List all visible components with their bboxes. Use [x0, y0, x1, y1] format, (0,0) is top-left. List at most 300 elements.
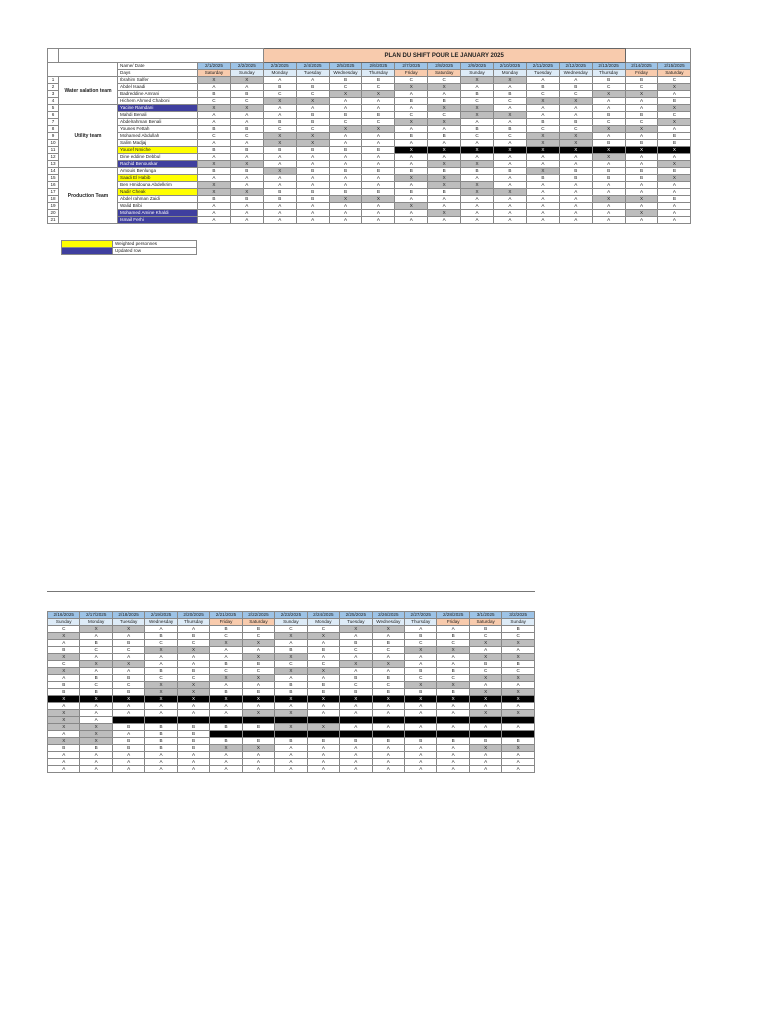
- shift-cell: X: [80, 738, 112, 745]
- shift-cell: A: [177, 766, 209, 773]
- shift-cell: X: [372, 696, 404, 703]
- date-cell: 2/3/2025: [263, 63, 296, 70]
- shift-cell: A: [145, 703, 177, 710]
- shift-cell: B: [469, 738, 501, 745]
- shift-cell: A: [658, 154, 691, 161]
- shift-cell: A: [395, 182, 428, 189]
- shift-cell: B: [275, 647, 307, 654]
- employee-name: Younes Fettah: [118, 126, 198, 133]
- shift-cell: A: [329, 140, 362, 147]
- shift-cell: C: [405, 675, 437, 682]
- shift-cell: X: [80, 626, 112, 633]
- shift-cell: A: [112, 654, 144, 661]
- date-cell: 2/5/2025: [329, 63, 362, 70]
- shift-cell: A: [362, 98, 395, 105]
- shift-cell: B: [307, 682, 339, 689]
- shift-cell: A: [625, 98, 658, 105]
- shift-cell: B: [263, 189, 296, 196]
- employee-name: Walid Bribi: [118, 203, 198, 210]
- shift-cell: A: [177, 710, 209, 717]
- shift-cell: C: [340, 682, 372, 689]
- shift-cell: X: [80, 724, 112, 731]
- shift-cell: A: [526, 217, 559, 224]
- shift-cell: X: [340, 626, 372, 633]
- shift-cell: A: [329, 217, 362, 224]
- day-cell: Friday: [210, 619, 242, 626]
- shift-cell: A: [469, 703, 501, 710]
- shift-cell: B: [592, 140, 625, 147]
- shift-cell: B: [437, 738, 469, 745]
- shift-cell: A: [502, 759, 535, 766]
- employee-name: Salim Madjaj: [118, 140, 198, 147]
- shift-cell: A: [263, 217, 296, 224]
- shift-cell: C: [296, 91, 329, 98]
- shift-cell: B: [198, 147, 231, 154]
- employee-name: Mohamed Amine Khaldi: [118, 210, 198, 217]
- shift-cell: A: [494, 154, 527, 161]
- shift-cell: C: [145, 640, 177, 647]
- row-number: 5: [48, 105, 59, 112]
- shift-cell: X: [296, 98, 329, 105]
- shift-cell: A: [469, 766, 501, 773]
- shift-cell: C: [461, 133, 494, 140]
- legend-label: Weighted personnes: [113, 241, 197, 248]
- shift-cell: A: [559, 112, 592, 119]
- date-cell: 2/8/2025: [428, 63, 461, 70]
- shift-cell: B: [494, 168, 527, 175]
- row-number: 16: [48, 182, 59, 189]
- shift-cell: [469, 717, 501, 724]
- shift-cell: X: [526, 168, 559, 175]
- shift-cell: X: [230, 161, 263, 168]
- shift-cell: C: [502, 668, 535, 675]
- shift-cell: X: [210, 640, 242, 647]
- date-cell: 2/9/2025: [461, 63, 494, 70]
- shift-cell: X: [307, 633, 339, 640]
- shift-cell: A: [405, 661, 437, 668]
- shift-cell: C: [307, 661, 339, 668]
- shift-cell: X: [112, 661, 144, 668]
- shift-cell: A: [494, 203, 527, 210]
- shift-cell: B: [80, 640, 112, 647]
- shift-cell: C: [372, 647, 404, 654]
- shift-cell: A: [526, 189, 559, 196]
- shift-cell: A: [559, 161, 592, 168]
- shift-cell: B: [210, 626, 242, 633]
- shift-cell: A: [263, 203, 296, 210]
- shift-cell: A: [461, 175, 494, 182]
- shift-cell: [372, 731, 404, 738]
- shift-cell: B: [112, 738, 144, 745]
- shift-table-feb: [47, 48, 691, 224]
- shift-cell: A: [461, 154, 494, 161]
- shift-cell: A: [405, 766, 437, 773]
- shift-cell: X: [502, 710, 535, 717]
- shift-cell: B: [210, 724, 242, 731]
- shift-cell: A: [112, 703, 144, 710]
- shift-cell: C: [242, 633, 274, 640]
- shift-cell: X: [242, 696, 274, 703]
- shift-cell: A: [307, 759, 339, 766]
- shift-cell: A: [461, 203, 494, 210]
- shift-cell: A: [329, 210, 362, 217]
- shift-cell: X: [329, 196, 362, 203]
- shift-cell: X: [559, 147, 592, 154]
- table-row: [48, 668, 535, 675]
- row-number: 17: [48, 189, 59, 196]
- legend-swatch: [62, 241, 113, 248]
- day-cell: Saturday: [658, 70, 691, 77]
- shift-cell: C: [230, 133, 263, 140]
- shift-cell: A: [494, 119, 527, 126]
- shift-cell: B: [307, 738, 339, 745]
- shift-cell: B: [145, 633, 177, 640]
- date-cell: 2/25/2025: [340, 612, 372, 619]
- shift-cell: A: [80, 717, 112, 724]
- shift-cell: X: [625, 147, 658, 154]
- date-header-row: [48, 612, 535, 619]
- day-cell: Tuesday: [340, 619, 372, 626]
- shift-cell: C: [307, 626, 339, 633]
- shift-cell: A: [372, 752, 404, 759]
- date-cell: 2/28/2025: [437, 612, 469, 619]
- employee-name: Ismail Ferhi: [118, 217, 198, 224]
- shift-cell: B: [329, 189, 362, 196]
- shift-cell: A: [461, 210, 494, 217]
- shift-cell: X: [395, 84, 428, 91]
- shift-cell: X: [625, 210, 658, 217]
- shift-cell: X: [592, 154, 625, 161]
- shift-cell: A: [362, 154, 395, 161]
- shift-cell: [242, 717, 274, 724]
- row-number: 14: [48, 168, 59, 175]
- date-cell: 2/15/2025: [658, 63, 691, 70]
- employee-name: Dine eddine Debbul: [118, 154, 198, 161]
- shift-cell: A: [48, 703, 80, 710]
- day-cell: Monday: [307, 619, 339, 626]
- shift-cell: A: [428, 91, 461, 98]
- shift-cell: B: [395, 133, 428, 140]
- shift-cell: C: [242, 668, 274, 675]
- legend-table: [61, 240, 197, 255]
- shift-cell: C: [502, 633, 535, 640]
- shift-cell: X: [362, 91, 395, 98]
- table-row: [48, 210, 691, 217]
- shift-cell: X: [48, 668, 80, 675]
- shift-cell: A: [559, 105, 592, 112]
- shift-cell: X: [275, 724, 307, 731]
- day-cell: Friday: [395, 70, 428, 77]
- row-number: 10: [48, 140, 59, 147]
- table-row: [48, 640, 535, 647]
- table-row: [48, 105, 691, 112]
- shift-cell: B: [112, 724, 144, 731]
- shift-cell: X: [469, 696, 501, 703]
- shift-cell: A: [210, 682, 242, 689]
- shift-cell: X: [275, 710, 307, 717]
- shift-cell: B: [362, 168, 395, 175]
- shift-cell: C: [559, 91, 592, 98]
- shift-cell: C: [80, 647, 112, 654]
- table-row: [48, 154, 691, 161]
- shift-cell: A: [372, 710, 404, 717]
- shift-cell: A: [80, 633, 112, 640]
- shift-cell: B: [112, 745, 144, 752]
- shift-cell: X: [145, 696, 177, 703]
- shift-cell: C: [526, 91, 559, 98]
- shift-cell: [307, 717, 339, 724]
- shift-cell: X: [625, 91, 658, 98]
- shift-cell: A: [395, 126, 428, 133]
- shift-cell: A: [296, 217, 329, 224]
- day-cell: Monday: [80, 619, 112, 626]
- day-cell: Sunday: [502, 619, 535, 626]
- shift-cell: A: [559, 182, 592, 189]
- date-cell: 2/17/2025: [80, 612, 112, 619]
- employee-name: Yacine Ramdani: [118, 105, 198, 112]
- shift-cell: [275, 717, 307, 724]
- shift-cell: A: [437, 766, 469, 773]
- legend-swatch: [62, 248, 113, 255]
- shift-cell: X: [395, 203, 428, 210]
- shift-cell: A: [112, 633, 144, 640]
- legend-row: [62, 248, 197, 255]
- blank-cell: [625, 49, 691, 63]
- shift-cell: A: [461, 119, 494, 126]
- date-cell: 2/24/2025: [307, 612, 339, 619]
- shift-cell: A: [48, 752, 80, 759]
- shift-cell: A: [658, 189, 691, 196]
- shift-cell: A: [592, 189, 625, 196]
- shift-cell: [242, 731, 274, 738]
- date-cell: 2/16/2025: [48, 612, 80, 619]
- shift-table-continued: [47, 611, 535, 773]
- shift-cell: A: [526, 112, 559, 119]
- day-cell: Saturday: [428, 70, 461, 77]
- shift-cell: A: [340, 668, 372, 675]
- shift-cell: B: [372, 675, 404, 682]
- shift-cell: A: [329, 182, 362, 189]
- shift-cell: A: [592, 217, 625, 224]
- employee-name: Ibrahim Salfer: [118, 77, 198, 84]
- shift-cell: B: [329, 112, 362, 119]
- shift-cell: C: [658, 77, 691, 84]
- shift-cell: X: [405, 682, 437, 689]
- table-row: [48, 766, 535, 773]
- shift-cell: A: [340, 766, 372, 773]
- shift-cell: A: [437, 703, 469, 710]
- date-cell: 2/18/2025: [112, 612, 144, 619]
- shift-cell: A: [559, 189, 592, 196]
- shift-cell: B: [437, 689, 469, 696]
- table-row: [48, 626, 535, 633]
- shift-cell: A: [198, 140, 231, 147]
- shift-cell: X: [145, 689, 177, 696]
- shift-cell: B: [395, 189, 428, 196]
- shift-cell: A: [296, 182, 329, 189]
- shift-cell: C: [263, 126, 296, 133]
- shift-cell: A: [177, 626, 209, 633]
- date-cell: 2/22/2025: [242, 612, 274, 619]
- shift-cell: X: [437, 696, 469, 703]
- shift-cell: X: [242, 654, 274, 661]
- shift-cell: B: [395, 98, 428, 105]
- table-row: [48, 724, 535, 731]
- days-label: Days: [118, 70, 198, 77]
- shift-cell: B: [242, 724, 274, 731]
- shift-cell: X: [198, 105, 231, 112]
- shift-cell: C: [395, 77, 428, 84]
- shift-cell: X: [80, 696, 112, 703]
- shift-cell: B: [405, 689, 437, 696]
- row-number: 18: [48, 196, 59, 203]
- shift-cell: X: [461, 77, 494, 84]
- shift-cell: A: [428, 217, 461, 224]
- shift-cell: X: [263, 140, 296, 147]
- shift-cell: A: [494, 182, 527, 189]
- shift-cell: C: [494, 98, 527, 105]
- shift-cell: A: [405, 752, 437, 759]
- shift-cell: A: [340, 724, 372, 731]
- shift-cell: A: [592, 210, 625, 217]
- shift-cell: X: [275, 654, 307, 661]
- shift-cell: A: [80, 710, 112, 717]
- shift-cell: A: [395, 140, 428, 147]
- shift-cell: A: [275, 640, 307, 647]
- shift-cell: X: [502, 696, 535, 703]
- shift-cell: X: [494, 112, 527, 119]
- shift-cell: A: [145, 766, 177, 773]
- shift-cell: A: [230, 203, 263, 210]
- shift-cell: A: [198, 119, 231, 126]
- shift-cell: C: [362, 84, 395, 91]
- shift-cell: [145, 717, 177, 724]
- shift-cell: X: [372, 661, 404, 668]
- shift-cell: [405, 717, 437, 724]
- shift-cell: B: [526, 84, 559, 91]
- shift-cell: X: [502, 745, 535, 752]
- employee-name: Mohamed Abdullah: [118, 133, 198, 140]
- shift-cell: X: [48, 738, 80, 745]
- table-row: [48, 196, 691, 203]
- day-cell: Thursday: [405, 619, 437, 626]
- shift-cell: A: [592, 133, 625, 140]
- shift-cell: X: [177, 696, 209, 703]
- shift-cell: X: [469, 640, 501, 647]
- shift-cell: A: [145, 626, 177, 633]
- shift-cell: B: [210, 689, 242, 696]
- shift-cell: C: [296, 126, 329, 133]
- shift-cell: A: [405, 703, 437, 710]
- day-cell: Tuesday: [526, 70, 559, 77]
- shift-cell: A: [625, 189, 658, 196]
- shift-cell: X: [502, 654, 535, 661]
- shift-cell: A: [296, 105, 329, 112]
- shift-cell: X: [230, 189, 263, 196]
- employee-name: Abdel rahman Zaidi: [118, 196, 198, 203]
- shift-cell: [112, 717, 144, 724]
- table-row: [48, 738, 535, 745]
- shift-cell: B: [145, 745, 177, 752]
- day-cell: Saturday: [469, 619, 501, 626]
- shift-cell: A: [428, 203, 461, 210]
- shift-cell: A: [329, 154, 362, 161]
- table-row: [48, 112, 691, 119]
- row-number: 15: [48, 175, 59, 182]
- shift-cell: C: [437, 640, 469, 647]
- shift-cell: X: [242, 710, 274, 717]
- shift-cell: A: [210, 654, 242, 661]
- shift-cell: B: [658, 140, 691, 147]
- day-cell: Thursday: [592, 70, 625, 77]
- shift-cell: B: [177, 633, 209, 640]
- shift-cell: X: [362, 196, 395, 203]
- shift-cell: B: [296, 112, 329, 119]
- shift-cell: X: [210, 745, 242, 752]
- shift-cell: X: [372, 626, 404, 633]
- shift-cell: B: [145, 724, 177, 731]
- shift-cell: X: [461, 182, 494, 189]
- shift-cell: C: [428, 77, 461, 84]
- shift-cell: B: [658, 98, 691, 105]
- shift-cell: A: [329, 105, 362, 112]
- shift-cell: B: [372, 738, 404, 745]
- shift-cell: A: [469, 759, 501, 766]
- shift-cell: X: [625, 196, 658, 203]
- date-cell: 2/20/2025: [177, 612, 209, 619]
- shift-cell: A: [340, 710, 372, 717]
- date-cell: 2/6/2025: [362, 63, 395, 70]
- shift-cell: A: [461, 196, 494, 203]
- shift-cell: A: [395, 210, 428, 217]
- shift-cell: B: [307, 689, 339, 696]
- shift-cell: B: [296, 189, 329, 196]
- shift-cell: B: [362, 112, 395, 119]
- shift-cell: B: [198, 168, 231, 175]
- table-row: [48, 710, 535, 717]
- row-number: 20: [48, 210, 59, 217]
- shift-cell: C: [48, 661, 80, 668]
- shift-cell: B: [502, 626, 535, 633]
- shift-cell: A: [230, 140, 263, 147]
- shift-cell: A: [405, 745, 437, 752]
- day-cell: Tuesday: [296, 70, 329, 77]
- shift-cell: B: [242, 689, 274, 696]
- shift-cell: A: [494, 140, 527, 147]
- shift-cell: C: [625, 119, 658, 126]
- shift-cell: A: [437, 759, 469, 766]
- shift-cell: A: [296, 77, 329, 84]
- shift-cell: X: [428, 210, 461, 217]
- shift-cell: A: [405, 710, 437, 717]
- shift-cell: X: [461, 147, 494, 154]
- shift-cell: A: [263, 154, 296, 161]
- shift-cell: B: [296, 147, 329, 154]
- date-cell: 2/7/2025: [395, 63, 428, 70]
- shift-cell: B: [526, 175, 559, 182]
- shift-cell: C: [526, 126, 559, 133]
- shift-cell: B: [362, 77, 395, 84]
- shift-cell: A: [242, 647, 274, 654]
- day-cell: Sunday: [461, 70, 494, 77]
- shift-cell: B: [80, 689, 112, 696]
- shift-cell: A: [461, 140, 494, 147]
- shift-cell: X: [80, 661, 112, 668]
- shift-cell: A: [198, 84, 231, 91]
- shift-cell: X: [658, 161, 691, 168]
- shift-cell: A: [307, 640, 339, 647]
- shift-cell: C: [469, 668, 501, 675]
